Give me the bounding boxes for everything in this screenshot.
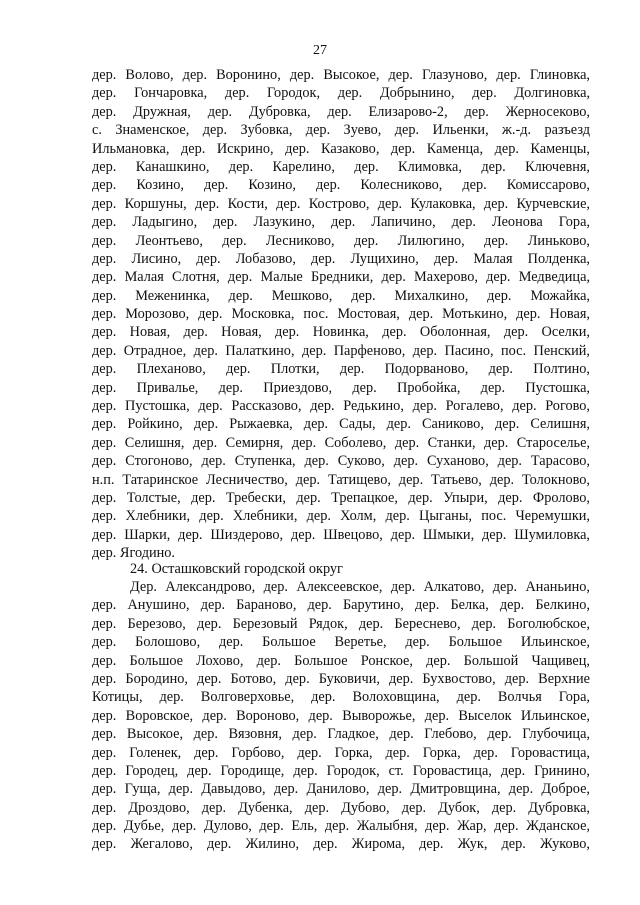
text-line: дер. Дубье, дер. Дулово, дер. Ель, дер. Жалыбня, дер. Жар, дер. Жданское, [92, 818, 590, 835]
text-line: дер. Воровское, дер. Вороново, дер. Выворожье, дер. Выселок Ильинское, [92, 707, 590, 724]
text-line: дер. Меженинка, дер. Мешково, дер. Михалкино, дер. Можайка, [92, 287, 590, 304]
text-line: дер. Малая Слотня, дер. Малые Бредники, дер. Махерово, дер. Медведица, [92, 269, 590, 286]
text-line: дер. Березово, дер. Березовый Рядок, дер. Береснево, дер. Боголюбское, [92, 615, 590, 632]
text-line: дер. Шарки, дер. Шиздерово, дер. Швецово, дер. Шмыки, дер. Шумиловка, [92, 526, 590, 543]
text-line: н.п. Татаринское Лесничество, дер. Татищево, дер. Татьево, дер. Толокново, [92, 471, 590, 488]
text-line: дер. Привалье, дер. Приездово, дер. Пробойка, дер. Пустошка, [92, 379, 590, 396]
text-line: дер. Канашкино, дер. Карелино, дер. Климовка, дер. Ключевня, [92, 158, 590, 175]
text-line: Ильмановка, дер. Искрино, дер. Казаково, дер. Каменца, дер. Каменцы, [92, 140, 590, 157]
text-line: дер. Хлебники, дер. Хлебники, дер. Холм, дер. Цыганы, пос. Черемушки, [92, 508, 590, 525]
text-line: дер. Селишня, дер. Семирня, дер. Соболево, дер. Станки, дер. Староселье, [92, 434, 590, 451]
text-line: дер. Ягодино. [92, 545, 175, 562]
text-line: дер. Козино, дер. Козино, дер. Колесниково, дер. Комиссарово, [92, 177, 590, 194]
text-line: дер. Дроздово, дер. Дубенка, дер. Дубово, дер. Дубок, дер. Дубровка, [92, 799, 590, 816]
text-line: дер. Новая, дер. Новая, дер. Новинка, дер. Оболонная, дер. Оселки, [92, 324, 590, 341]
text-line: дер. Бородино, дер. Ботово, дер. Буковичи, дер. Бухвостово, дер. Верхние [92, 670, 590, 687]
page-number: 27 [313, 43, 327, 58]
text-line: дер. Отрадное, дер. Палаткино, дер. Парфеново, дер. Пасино, пос. Пенский, [92, 342, 590, 359]
text-line: дер. Гончаровка, дер. Городок, дер. Добрынино, дер. Долгиновка, [92, 85, 590, 102]
text-line: дер. Волово, дер. Воронино, дер. Высокое, дер. Глазуново, дер. Глиновка, [92, 67, 590, 83]
text-line: дер. Анушино, дер. Бараново, дер. Барутино, дер. Белка, дер. Белкино, [92, 597, 590, 614]
text-line: дер. Пустошка, дер. Рассказово, дер. Редькино, дер. Рогалево, дер. Рогово, [92, 398, 590, 415]
text-line: дер. Морозово, дер. Московка, пос. Мостовая, дер. Мотькино, дер. Новая, [92, 306, 590, 323]
locality-list-ostashkov [92, 578, 590, 854]
text-line: дер. Ройкино, дер. Рыжаевка, дер. Сады, дер. Саниково, дер. Селишня, [92, 416, 590, 433]
text-line: дер. Коршуны, дер. Кости, дер. Кострово, дер. Кулаковка, дер. Курчевские, [92, 195, 590, 212]
text-line: дер. Лисино, дер. Лобазово, дер. Лущихино, дер. Малая Полденка, [92, 250, 590, 267]
text-line: дер. Дружная, дер. Дубровка, дер. Елизарово-2, дер. Жерносеково, [92, 103, 590, 120]
text-line: дер. Стогоново, дер. Ступенка, дер. Суково, дер. Суханово, дер. Тарасово, [92, 453, 590, 470]
text-line: Котицы, дер. Волговерховье, дер. Волоховщина, дер. Волчья Гора, [92, 689, 590, 706]
text-line: дер. Плеханово, дер. Плотки, дер. Подорваново, дер. Полтино, [92, 361, 590, 378]
section-heading: 24. Осташковский городской округ [130, 561, 343, 577]
section-heading-block [92, 560, 590, 578]
text-line: дер. Высокое, дер. Вязовня, дер. Гладкое, дер. Глебово, дер. Глубочица, [92, 726, 590, 743]
text-line: дер. Голенек, дер. Горбово, дер. Горка, дер. Горка, дер. Горовастица, [92, 744, 590, 761]
text-line: дер. Ладыгино, дер. Лазукино, дер. Лапичино, дер. Леонова Гора, [92, 214, 590, 231]
text-line: дер. Леонтьево, дер. Лесниково, дер. Лилюгино, дер. Линьково, [92, 232, 590, 249]
text-line: дер. Жегалово, дер. Жилино, дер. Жирома, дер. Жук, дер. Жуково, [92, 836, 590, 853]
text-line: Дер. Александрово, дер. Алексеевское, дер. Алкатово, дер. Ананьино, [130, 579, 590, 595]
text-line: дер. Городец, дер. Городище, дер. Городок, ст. Горовастица, дер. Гринино, [92, 762, 590, 779]
locality-list-continued [92, 66, 590, 563]
text-line: с. Знаменское, дер. Зубовка, дер. Зуево, дер. Ильенки, ж.-д. разъезд [92, 122, 590, 139]
text-line: дер. Большое Лохово, дер. Большое Ронское, дер. Большой Чащивец, [92, 652, 590, 669]
text-line: дер. Гуща, дер. Давыдово, дер. Данилово, дер. Дмитровщина, дер. Доброе, [92, 781, 590, 798]
text-line: дер. Болошово, дер. Большое Веретье, дер. Большое Ильинское, [92, 634, 590, 651]
text-line: дер. Толстые, дер. Требески, дер. Трепацкое, дер. Упыри, дер. Фролово, [92, 489, 590, 506]
